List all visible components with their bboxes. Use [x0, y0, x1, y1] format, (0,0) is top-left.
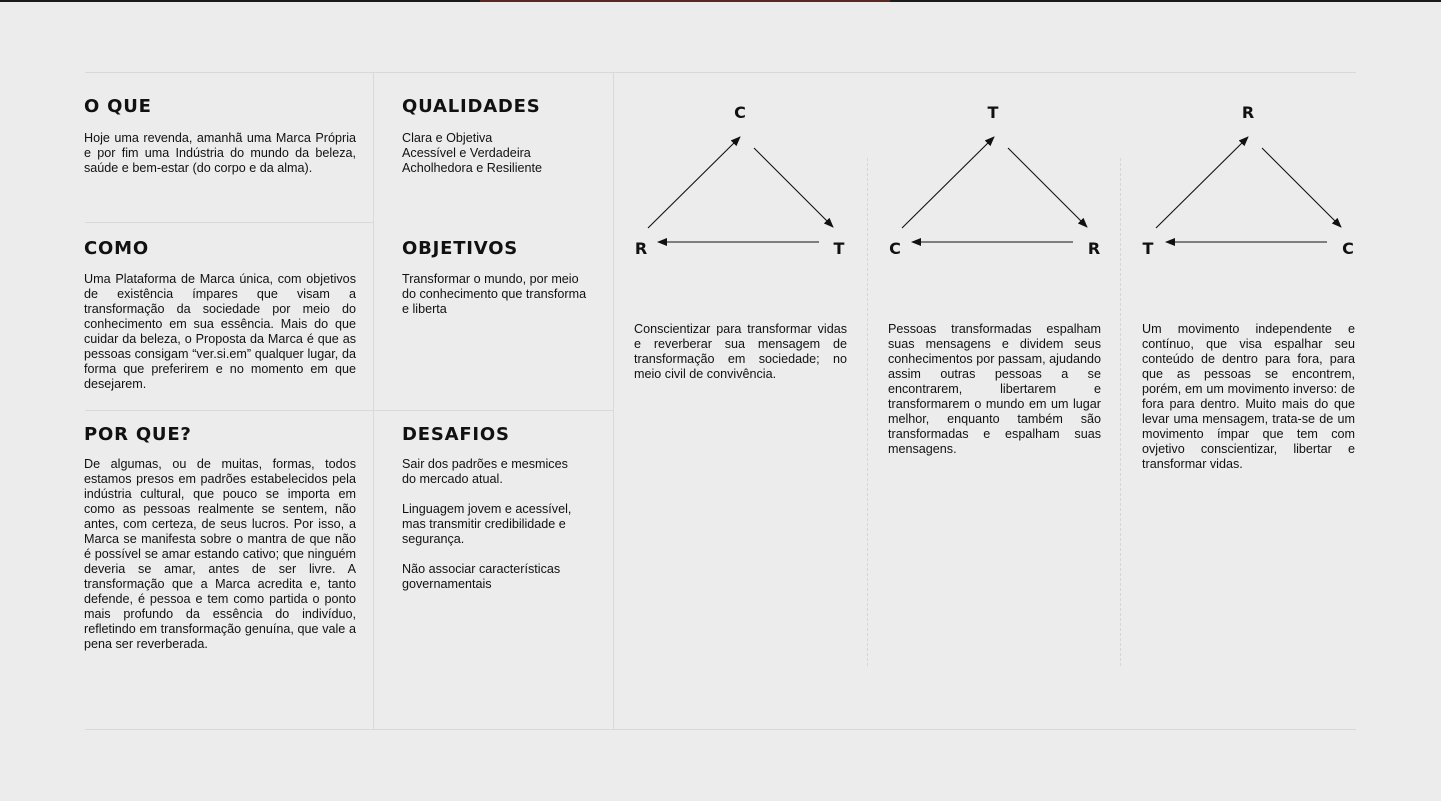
- arrow-top-to-right: [1262, 148, 1341, 227]
- desafio-item: Não associar características governamentais: [402, 562, 561, 591]
- node-top: C: [734, 103, 746, 122]
- cycle-arrows: [628, 100, 858, 270]
- arrow-left-to-top: [1156, 137, 1248, 228]
- cycle-text-2: [888, 322, 1101, 457]
- arrow-top-to-right: [1008, 148, 1087, 227]
- section-title: COMO: [84, 238, 149, 259]
- node-left: T: [1142, 239, 1154, 258]
- node-right: T: [833, 239, 845, 258]
- column-divider-2: [613, 72, 614, 729]
- bottom-divider: [85, 729, 1356, 730]
- section-por-que: [84, 424, 356, 652]
- cycle-diagram-3: [1136, 100, 1366, 270]
- section-text: De algumas, ou de muitas, formas, todos estamos presos em padrões estabelecidos pela indústria cultural, que pouco se importa em como as pessoas realmente se sentem, não antes, com certeza, de seus lucros. Por isso, a Marca se manifesta sobre o mantra de que não é possível se amar estando cativo; que ninguém deveria se amar, antes de ser livre. A transformação que a Marca acredita e, tanto defende, é pessoa e tem como partida o ponto mais profundo da essência do indivíduo, refletindo em transformação genuína, que vale a pena ser reverberada.: [84, 457, 356, 651]
- section-title: OBJETIVOS: [402, 238, 519, 259]
- section-o-que: [84, 96, 356, 176]
- node-left: R: [634, 239, 648, 258]
- cycle-diagram-1: [628, 100, 858, 270]
- cycle-description: Conscientizar para transformar vidas e reverberar sua mensagem de transformação em sociedade; no meio civil de convivência.: [634, 322, 847, 381]
- section-title: O QUE: [84, 96, 152, 117]
- cycle-arrows: [1136, 100, 1366, 270]
- qualidade-item: Acessível e Verdadeira: [402, 146, 531, 160]
- section-objetivos: [402, 238, 587, 317]
- section-qualidades: [402, 96, 592, 176]
- dashed-divider-1: [867, 158, 868, 666]
- qualidade-item: Acholhedora e Resiliente: [402, 161, 543, 175]
- node-top: T: [987, 103, 999, 122]
- section-title: QUALIDADES: [402, 96, 541, 117]
- section-desafios: [402, 424, 580, 592]
- top-divider: [85, 72, 1356, 73]
- qualidades-list: [402, 131, 592, 176]
- qualidade-item: Clara e Objetiva: [402, 131, 493, 145]
- divider-como-porque: [85, 410, 613, 411]
- section-text: Uma Plataforma de Marca única, com objetivos de existência ímpares que visam a transformação da sociedade por meio do conhecimento em sua essência. Mais do que cuidar da beleza, o Proposta da Marca é que as pessoas consigam “ver.si.em” qualquer lugar, da forma que preferirem e no momento em que desejarem.: [84, 272, 356, 391]
- arrow-top-to-right: [754, 148, 833, 227]
- arrow-left-to-top: [902, 137, 994, 228]
- node-right: C: [1342, 239, 1354, 258]
- section-text: Hoje uma revenda, amanhã uma Marca Própria e por fim uma Indústria do mundo da beleza, saúde e bem-estar (do corpo e da alma).: [84, 131, 356, 175]
- section-text: Transformar o mundo, por meio do conhecimento que transforma e liberta: [402, 272, 587, 316]
- node-right: R: [1087, 239, 1101, 258]
- top-edge-strip: [0, 0, 1441, 2]
- node-top: R: [1241, 103, 1255, 122]
- dashed-divider-2: [1120, 158, 1121, 666]
- column-divider-1: [373, 72, 374, 729]
- divider-oque-como: [85, 222, 373, 223]
- section-title: POR QUE?: [84, 424, 192, 445]
- cycle-arrows: [882, 100, 1112, 270]
- cycle-description: Pessoas transformadas espalham suas mensagens e dividem seus conhecimentos por passam, ajudando assim outras pessoas a se encontrarem, libertarem e transformarem o mundo em um lugar melhor, enquanto também são transformadas e espalham suas mensagens.: [888, 322, 1101, 456]
- desafio-item: Linguagem jovem e acessível, mas transmitir credibilidade e segurança.: [402, 502, 572, 546]
- section-como: [84, 238, 356, 392]
- cycle-text-3: [1142, 322, 1355, 472]
- cycle-description: Um movimento independente e contínuo, que visa espalhar seu conteúdo de dentro para fora, para que as pessoas se encontrem, porém, em um movimento inverso: de fora para dentro. Muito mais do que levar uma mensagem, trata-se de um movimento ímpar que tem com ovjetivo conscientizar, libertar e transformar vidas.: [1142, 322, 1355, 471]
- top-edge-accent: [480, 0, 890, 2]
- cycle-text-1: [634, 322, 847, 382]
- cycle-diagram-2: [882, 100, 1112, 270]
- arrow-left-to-top: [648, 137, 740, 228]
- node-left: C: [889, 239, 901, 258]
- desafio-item: Sair dos padrões e mesmices do mercado atual.: [402, 457, 568, 486]
- section-title: DESAFIOS: [402, 424, 510, 445]
